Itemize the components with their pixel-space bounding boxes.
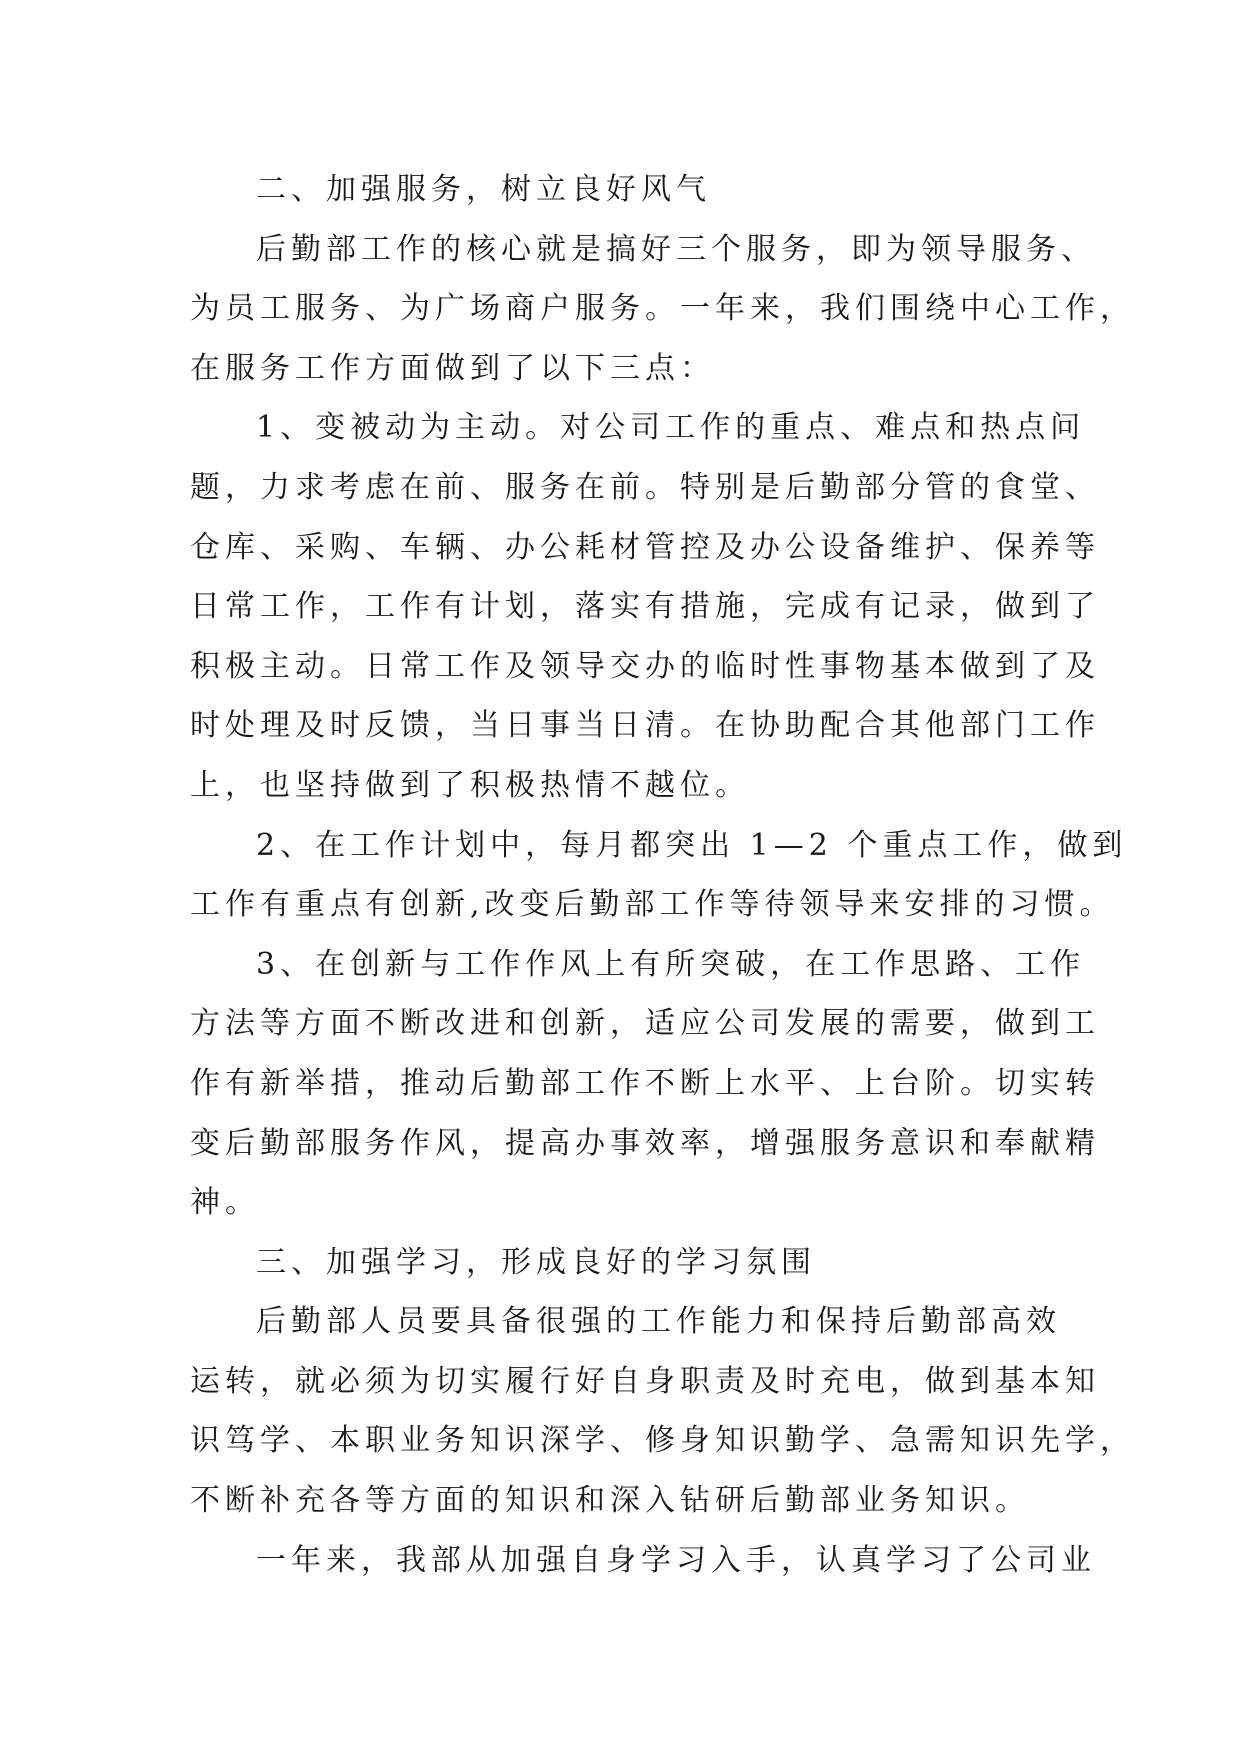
text-line: 作有新举措，推动后勤部工作不断上水平、上台阶。切实转 (190, 1065, 1100, 1101)
text-line: 上，也坚持做到了积极热情不越位。 (190, 767, 750, 803)
text-line: 日常工作，工作有计划，落实有措施，完成有记录，做到了 (190, 589, 1100, 625)
text-line: 2、在工作计划中，每月都突出 1—2 个重点工作，做到 (256, 827, 1128, 863)
text-line: 在服务工作方面做到了以下三点： (190, 350, 715, 386)
text-line: 三、加强学习，形成良好的学习氛围 (256, 1244, 816, 1280)
text-line: 时处理及时反馈，当日事当日清。在协助配合其他部门工作 (190, 708, 1100, 744)
text-line: 题，力求考虑在前、服务在前。特别是后勤部分管的食堂、 (190, 469, 1100, 505)
text-line: 一年来，我部从加强自身学习入手，认真学习了公司业 (256, 1542, 1096, 1578)
text-line: 1、变被动为主动。对公司工作的重点、难点和热点问 (256, 410, 1086, 446)
text-line: 积极主动。日常工作及领导交办的临时性事物基本做到了及 (190, 648, 1100, 684)
text-line: 神。 (190, 1185, 260, 1221)
text-line: 后勤部工作的核心就是搞好三个服务，即为领导服务、 (256, 231, 1096, 267)
text-line: 不断补充各等方面的知识和深入钻研后勤部业务知识。 (190, 1483, 1030, 1519)
text-line: 仓库、采购、车辆、办公耗材管控及办公设备维护、保养等 (190, 529, 1100, 565)
text-line: 变后勤部服务作风，提高办事效率，增强服务意识和奉献精 (190, 1125, 1100, 1161)
text-line: 二、加强服务，树立良好风气 (256, 172, 711, 207)
text-line: 后勤部人员要具备很强的工作能力和保持后勤部高效 (256, 1304, 1061, 1340)
text-line: 为员工服务、为广场商户服务。一年来，我们围绕中心工作， (190, 291, 1135, 327)
text-line: 识笃学、本职业务知识深学、修身知识勤学、急需知识先学， (190, 1423, 1135, 1459)
text-line: 3、在创新与工作作风上有所突破，在工作思路、工作 (256, 946, 1086, 982)
text-line: 运转，就必须为切实履行好自身职责及时充电，做到基本知 (190, 1363, 1100, 1399)
text-line: 方法等方面不断改进和创新，适应公司发展的需要，做到工 (190, 1006, 1100, 1042)
document-body (190, 160, 1135, 1590)
text-line: 工作有重点有创新,改变后勤部工作等待领导来安排的习惯。 (190, 887, 1115, 923)
